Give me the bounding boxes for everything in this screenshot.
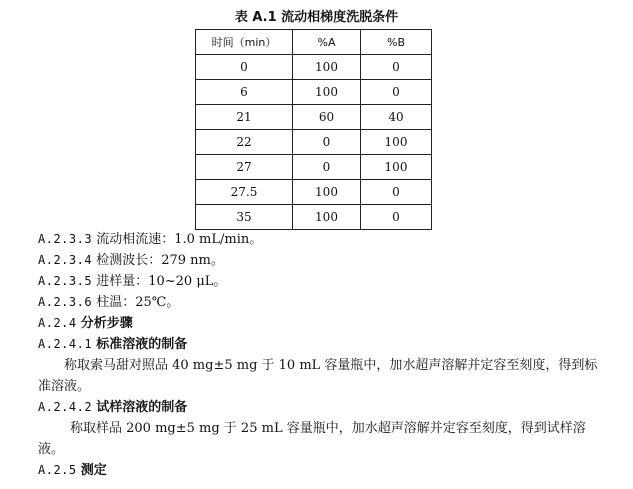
paragraph-sample-solution: 称取样品 200 mg±5 mg 于 25 mL 容量瓶中，加水超声溶解并定容至刻度，得到试样溶液。 [38, 421, 586, 457]
section-heading: 试样溶液的制备 [96, 400, 188, 415]
paragraph-standard-solution: 称取索马甜对照品 40 mg±5 mg 于 10 mL 容量瓶中，加水超声溶解并定容至刻度，得到标准溶液。 [38, 358, 598, 394]
section-line-flow-rate [38, 229, 598, 250]
column-header-a: %A [293, 30, 361, 55]
table-cell: 100 [293, 80, 361, 105]
section-number: A.2.4.1 [38, 337, 93, 351]
table-header-row [196, 30, 432, 55]
section-heading-analysis [38, 313, 598, 334]
method-text [38, 229, 598, 481]
table-cell: 35 [196, 205, 293, 230]
table-cell: 0 [361, 55, 432, 80]
section-text: 柱温：25℃。 [96, 295, 180, 310]
table-cell: 21 [196, 105, 293, 130]
column-header-time: 时间（min） [196, 30, 293, 55]
table-row [196, 130, 432, 155]
section-number: A.2.3.6 [38, 295, 93, 309]
table-row [196, 205, 432, 230]
table-cell: 60 [293, 105, 361, 130]
section-line-injection [38, 271, 598, 292]
table-cell: 0 [196, 55, 293, 80]
section-heading-sample [38, 397, 598, 418]
table-cell: 100 [293, 55, 361, 80]
section-heading: 测定 [80, 463, 107, 478]
table-caption: 表 A.1 流动相梯度洗脱条件 [234, 10, 399, 25]
table-cell: 27.5 [196, 180, 293, 205]
column-header-b: %B [361, 30, 432, 55]
section-number: A.2.4.2 [38, 400, 93, 414]
gradient-table [195, 29, 432, 230]
section-heading: 标准溶液的制备 [96, 337, 188, 352]
section-number: A.2.3.5 [38, 274, 93, 288]
table-cell: 100 [293, 180, 361, 205]
table-row [196, 105, 432, 130]
table-cell: 0 [361, 80, 432, 105]
section-heading-standard [38, 334, 598, 355]
section-line-column-temp [38, 292, 598, 313]
section-text: 流动相流速：1.0 mL/min。 [96, 232, 263, 247]
section-number: A.2.3.3 [38, 232, 93, 246]
table-cell: 0 [293, 130, 361, 155]
section-number: A.2.5 [38, 463, 77, 477]
table-row [196, 180, 432, 205]
section-number: A.2.3.4 [38, 253, 93, 267]
table-cell: 22 [196, 130, 293, 155]
table-cell: 27 [196, 155, 293, 180]
table-cell: 6 [196, 80, 293, 105]
section-text: 检测波长：279 nm。 [96, 253, 224, 268]
table-row [196, 155, 432, 180]
section-heading-determination [38, 460, 598, 481]
table-cell: 0 [293, 155, 361, 180]
section-number: A.2.4 [38, 316, 77, 330]
section-text: 进样量：10~20 μL。 [96, 274, 227, 289]
section-line-wavelength [38, 250, 598, 271]
table-cell: 100 [293, 205, 361, 230]
table-cell: 100 [361, 155, 432, 180]
table-row [196, 80, 432, 105]
table-cell: 0 [361, 180, 432, 205]
table-cell: 0 [361, 205, 432, 230]
table-row [196, 55, 432, 80]
table-cell: 40 [361, 105, 432, 130]
table-cell: 100 [361, 130, 432, 155]
section-heading: 分析步骤 [80, 316, 133, 331]
